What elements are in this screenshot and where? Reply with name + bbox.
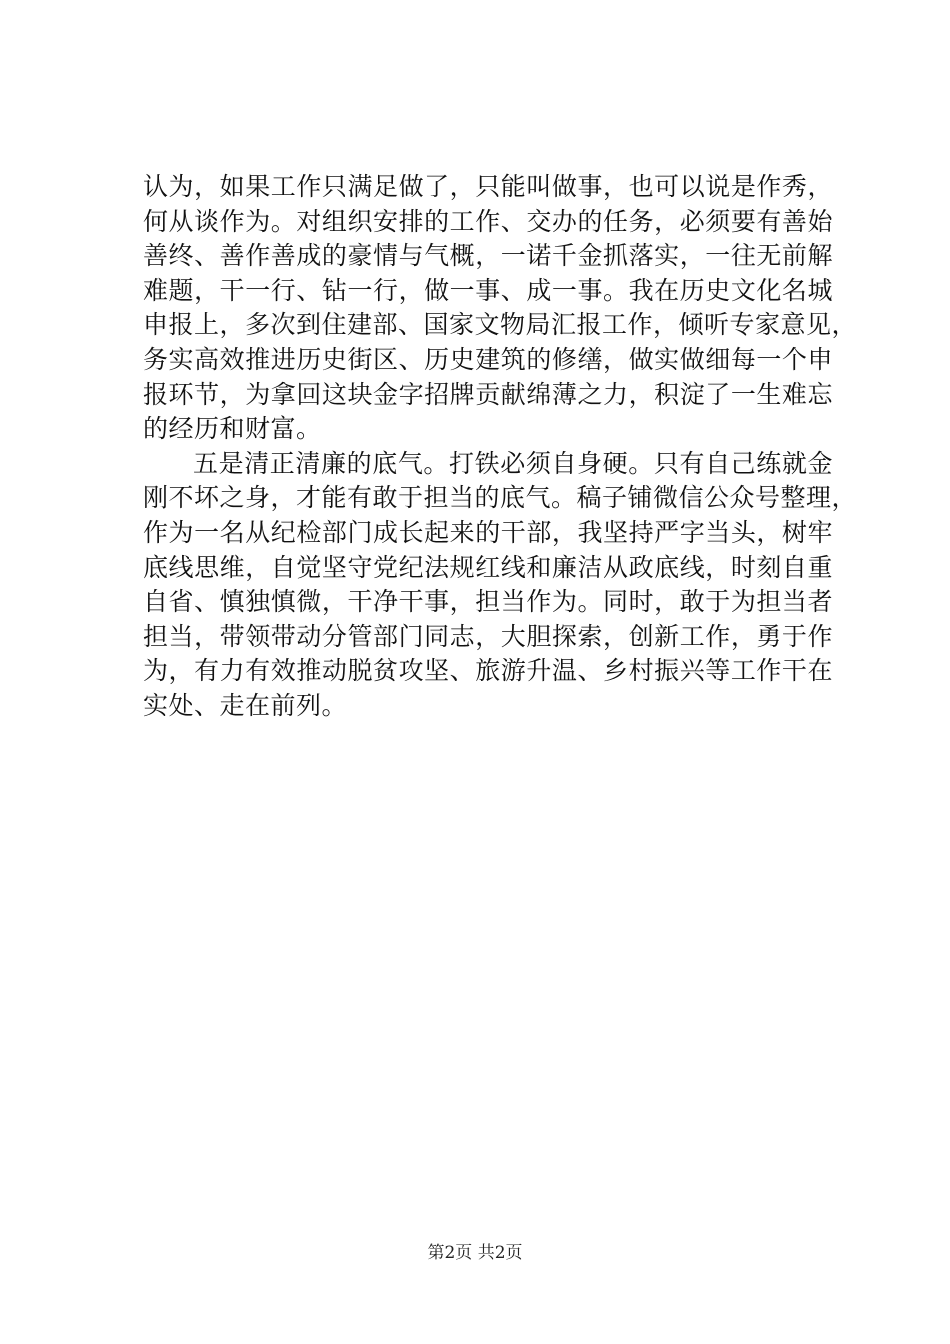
- text-line: 何从谈作为。对组织安排的工作、交办的任务，必须要有善始: [143, 206, 833, 236]
- paragraph-2: [143, 447, 858, 724]
- text-line: 自省、慎独慎微，干净干事，担当作为。同时，敢于为担当者: [143, 587, 833, 617]
- text-line: 五是清正清廉的底气。打铁必须自身硬。只有自己练就金: [193, 448, 833, 478]
- text-line: 报环节，为拿回这块金字招牌贡献绵薄之力，积淀了一生难忘: [143, 379, 833, 409]
- text-line: 为，有力有效推动脱贫攻坚、旅游升温、乡村振兴等工作干在: [143, 656, 833, 686]
- text-line: 担当，带领带动分管部门同志，大胆探索，创新工作，勇于作: [143, 621, 833, 651]
- text-line: 的经历和财富。: [143, 414, 322, 444]
- text-line: 申报上，多次到住建部、国家文物局汇报工作，倾听专家意见，: [143, 310, 858, 340]
- text-line: 实处、走在前列。: [143, 690, 348, 720]
- text-line: 难题，干一行、钻一行，做一事、成一事。我在历史文化名城: [143, 275, 833, 305]
- document-body: [143, 170, 858, 724]
- text-line: 底线思维，自觉坚守党纪法规红线和廉洁从政底线，时刻自重: [143, 552, 833, 582]
- page-footer: [0, 1241, 950, 1265]
- text-line: 认为，如果工作只满足做了，只能叫做事，也可以说是作秀，: [143, 172, 833, 201]
- text-line: 刚不坏之身，才能有敢于担当的底气。稿子铺微信公众号整理，: [143, 483, 858, 513]
- text-line: 务实高效推进历史街区、历史建筑的修缮，做实做细每一个申: [143, 344, 833, 374]
- text-line: 善终、善作善成的豪情与气概，一诺千金抓落实，一往无前解: [143, 241, 833, 271]
- page-number: 第2页 共2页: [427, 1243, 523, 1263]
- paragraph-1: [143, 170, 858, 447]
- text-line: 作为一名从纪检部门成长起来的干部，我坚持严字当头，树牢: [143, 517, 833, 547]
